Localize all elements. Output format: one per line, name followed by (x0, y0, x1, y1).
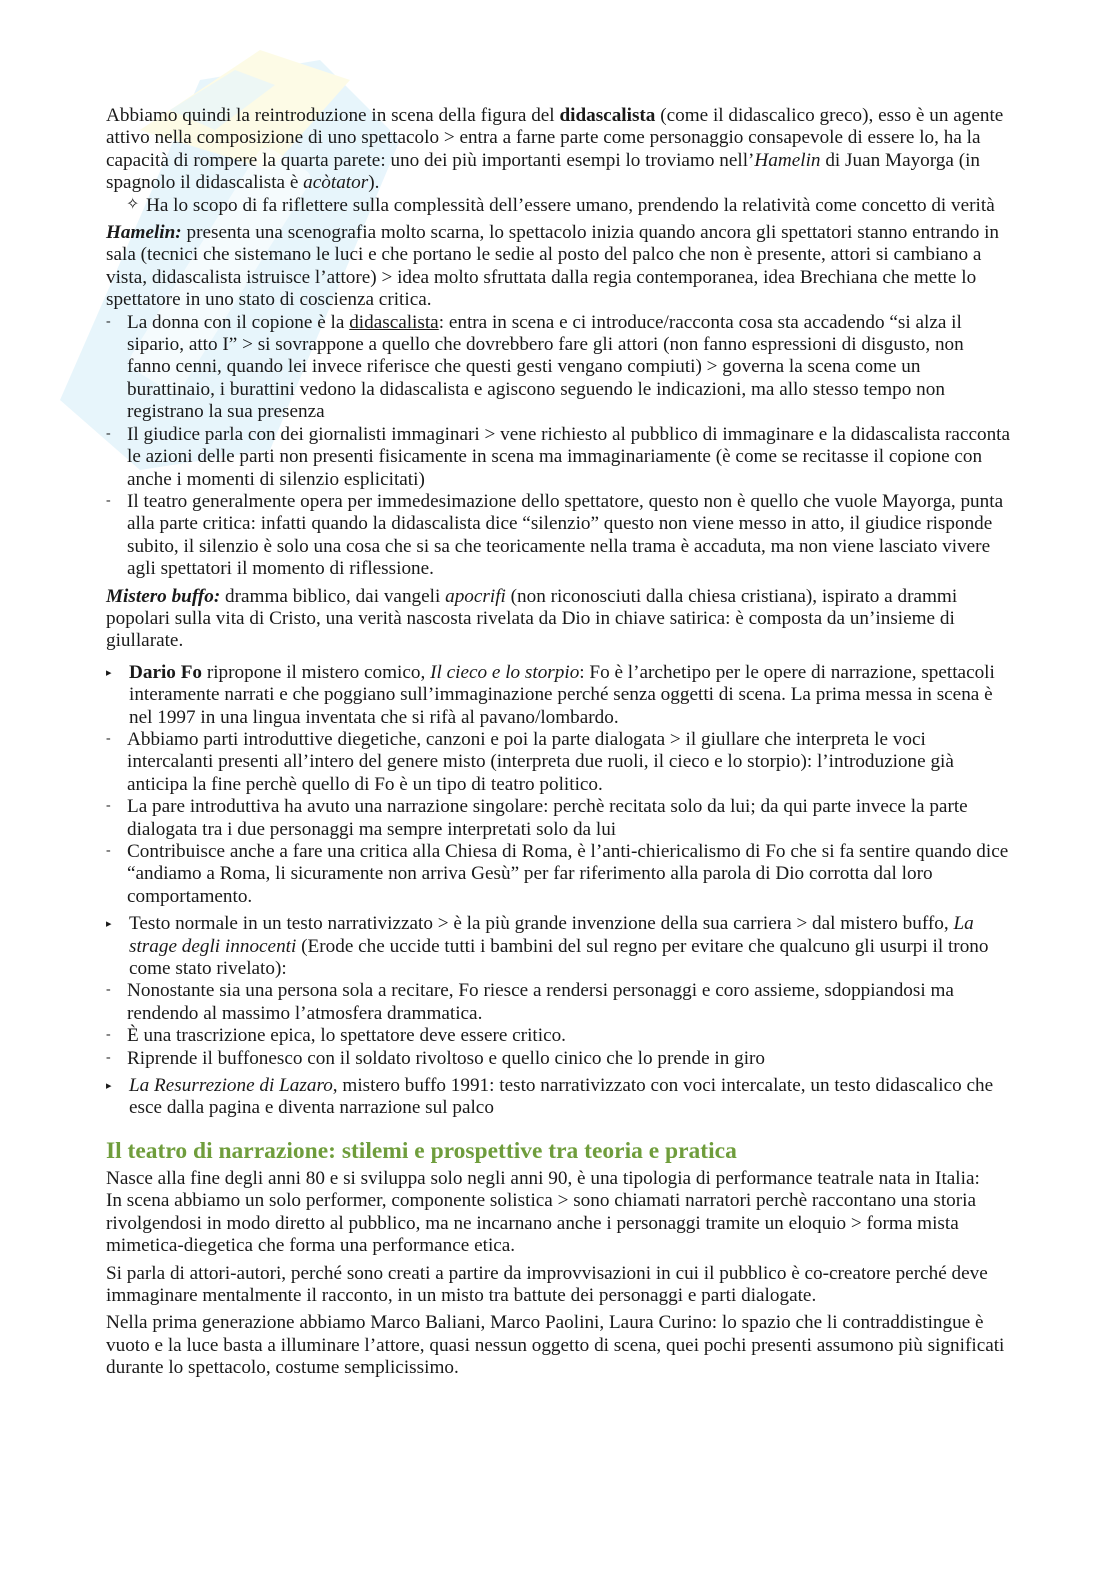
paragraph-intro: Abbiamo quindi la reintroduzione in scena della figura del didascalista (come il didascalico greco), esso è un agente attivo nella composizione di uno spettacolo > entra a farne parte come personaggio consapevole di essere lo, ha la capacità di rompere la quarta parete: uno dei più importanti esempi lo troviamo nell’Hamelin di Juan Mayorga (in spagnolo il didascalista è acòtator). (106, 105, 1004, 194)
term-didascalista: didascalista (559, 105, 656, 126)
list-item-triangle: ▸ Dario Fo ripropone il mistero comico, Il cieco e lo storpio: Fo è l’archetipo per le opere di narrazione, spettacoli interamente narrati e che poggiano sull’immaginazione perché senza oggetti di scena. La prima messa in scena è nel 1997 in una lingua inventata che si rifà al pavano/lombardo. (106, 661, 995, 728)
list-item-dash: - Il teatro generalmente opera per immedesimazione dello spettatore, questo non è quello che vuole Mayorga, punta alla parte critica: infatti quando la didascalista dice “silenzio” questo non viene messo in atto, il giudice risponde subito, il silenzio è solo una cosa che si sa che teoricamente nella trama è accaduta, ma non viene lasciato vivere agli spettatori il momento di riflessione. (106, 490, 1004, 580)
list-item-triangle: ▸ Testo normale in un testo narrativizzato > è la più grande invenzione della sua carriera > dal mistero buffo, La strage degli innocenti (Erode che uccide tutti i bambini del sul regno per evitare che qualcuno gli usurpi il trono come stato rivelato): (106, 913, 989, 980)
dash-bullet-icon: - (106, 313, 111, 329)
list-item-dash: - Riprende il buffonesco con il soldato rivoltoso e quello cinico che lo prende in giro (106, 1047, 766, 1069)
list-item-triangle: ▸ La Resurrezione di Lazaro, mistero buffo 1991: testo narrativizzato con voci intercalate, un testo didascalico che esce dalla pagina e diventa narrazione sul palco (106, 1075, 994, 1119)
dash-bullet-icon: - (106, 798, 111, 814)
term-acotator: acòtator (303, 172, 369, 194)
list-item-star: ✧ Ha lo scopo di fa riflettere sulla complessità dell’essere umano, prendendo la relatività come concetto di verità (126, 194, 995, 216)
dash-bullet-icon: - (106, 492, 111, 508)
list-item-dash: - La pare introduttiva ha avuto una narrazione singolare: perchè recitata solo da lui; da qui parte invece la parte dialogata tra i due personaggi ma sempre interpretati solo da lui (106, 796, 968, 840)
list-item-dash: - È una trascrizione epica, lo spettatore deve essere critico. (106, 1025, 566, 1047)
section-label-hamelin: Hamelin: (106, 222, 182, 244)
paragraph-narrazione-4: Nella prima generazione abbiamo Marco Baliani, Marco Paolini, Laura Curino: lo spazio che li contraddistingue è vuoto e la luce basta a illuminare l’attore, quasi nessun oggetto di scena, quei pochi presenti assumono più significati durante lo spettacolo, costume semplicissimo. (106, 1312, 1005, 1379)
triangle-bullet-icon: ▸ (106, 666, 112, 679)
list-item-dash: - Nonostante sia una persona sola a recitare, Fo riesce a rendersi personaggi e coro assieme, sdoppiandosi ma rendendo al massimo l’atmosfera drammatica. (106, 980, 954, 1024)
title-hamelin: Hamelin (754, 149, 821, 171)
section-heading: Il teatro di narrazione: stilemi e prospettive tra teoria e pratica (106, 1137, 737, 1164)
list-item-dash: - La donna con il copione è la didascalista: entra in scena e ci introduce/racconta cosa sta accadendo “si alza il sipario, atto I” > si sovrappone a quello che dovrebbero fare gli attori (non fanno espressioni di disgusto, non fanno cenni, quando lei invece riferisce che questi gesti vengano compiuti) > governa la scena come un burattinaio, i burattini vedono la didascalista e agiscono seguendo le indicazioni, ma allo stesso tempo non registrano la sua presenza (106, 311, 964, 423)
document-page (106, 105, 1010, 1380)
list-item-dash: - Abbiamo parti introduttive diegetiche, canzoni e poi la parte dialogata > il giullare che interpreta le voci intercalanti presenti all’intero del genere misto (interpreta due ruoli, il cieco e lo storpio): l’introduzione già anticipa la fine perchè quello di Fo è un tipo di teatro politico. (106, 728, 954, 795)
paragraph-narrazione-1: Nasce alla fine degli anni 80 e si sviluppa solo negli anni 90, è una tipologia di performance teatrale nata in Italia: (106, 1167, 980, 1189)
list-item-dash: - Il giudice parla con dei giornalisti immaginari > vene richiesto al pubblico di immaginare e la didascalista racconta le azioni delle parti non presenti fisicamente in scena ma immaginariamente (è come se recitasse il copione con anche i momenti di silenzio esplicitati) (106, 423, 1011, 490)
paragraph-hamelin: Hamelin: presenta una scenografia molto scarna, lo spettacolo inizia quando ancora gli spettatori stanno entrando in sala (tecnici che sistemano le luci e che portano le sedie al posto del palco che non è presente, attori si cambiano a vista, didascalista istruisce l’attore) > idea molto sfruttata dalla regia contemporanea, idea Brechiana che mette lo spettatore in uno stato di coscienza critica. (106, 222, 1000, 311)
dash-bullet-icon: - (106, 982, 111, 998)
triangle-bullet-icon: ▸ (106, 918, 112, 931)
dash-bullet-icon: - (106, 1027, 111, 1043)
star-bullet-icon: ✧ (126, 195, 140, 213)
list-item-dash: - Contribuisce anche a fare una critica alla Chiesa di Roma, è l’anti-chiericalismo di Fo che si fa sentire quando dice “andiamo a Roma, li sicuramente non arriva Gesù” per far riferimento alla parola di Dio corrotta dal loro comportamento. (106, 841, 1009, 907)
paragraph-narrazione-3: Si parla di attori-autori, perché sono creati a partire da improvvisazioni in cui il pubblico è co-creatore perché deve immaginare mentalmente il racconto, in un misto tra battute dei personaggi e parti dialogate. (106, 1262, 988, 1306)
dash-bullet-icon: - (106, 730, 111, 746)
paragraph-mistero-buffo: Mistero buffo: dramma biblico, dai vangeli apocrifi (non riconosciuti dalla chiesa cristiana), ispirato a drammi popolari sulla vita di Cristo, una verità nascosta rivelata da Dio in chiave satirica: è composta da un’insieme di giullarate. (106, 585, 958, 652)
dash-bullet-icon: - (106, 425, 111, 441)
section-label-mistero-buffo: Mistero buffo: (106, 585, 221, 607)
paragraph-narrazione-2: In scena abbiamo un solo performer, componente solistica > sono chiamati narratori perchè raccontano una storia rivolgendosi in modo diretto al pubblico, ma ne incarnano anche i personaggi tramite un eloquio > forma mista mimetica-diegetica che forma una performance etica. (106, 1190, 976, 1257)
dash-bullet-icon: - (106, 1049, 111, 1065)
triangle-bullet-icon: ▸ (106, 1080, 112, 1093)
underlined-didascalista: didascalista (349, 311, 439, 333)
dash-bullet-icon: - (106, 843, 111, 858)
